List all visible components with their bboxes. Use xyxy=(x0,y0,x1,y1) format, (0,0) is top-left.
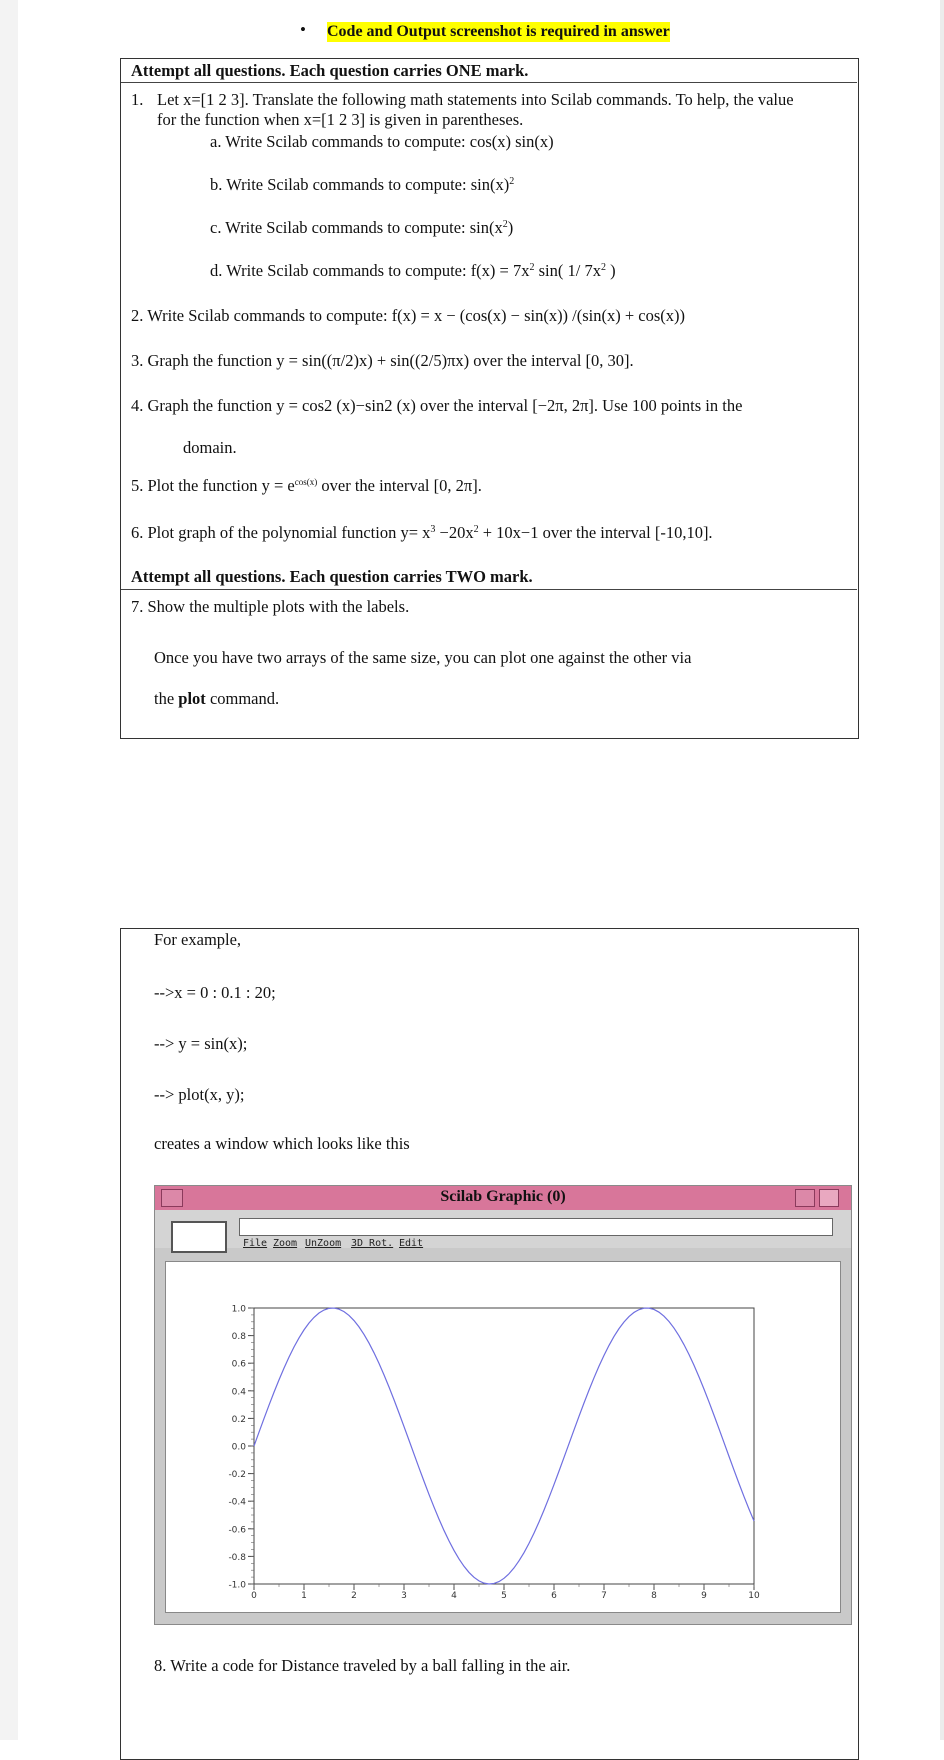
menu-3d-rot[interactable]: 3D Rot. xyxy=(351,1238,394,1249)
x-tick-label: 5 xyxy=(501,1591,507,1601)
x-tick-label: 4 xyxy=(451,1591,457,1601)
menu-edit[interactable]: Edit xyxy=(399,1238,424,1249)
q4-line2: domain. xyxy=(183,438,237,457)
toolbar-box xyxy=(171,1221,227,1253)
q7-para-line1: Once you have two arrays of the same size, you can plot one against the other via xyxy=(154,648,692,667)
x-tick-label: 6 xyxy=(551,1591,557,1601)
x-tick-label: 9 xyxy=(701,1591,707,1601)
header-bullet: • xyxy=(300,20,306,39)
example-cmd-3: --> plot(x, y); xyxy=(154,1085,245,1104)
q3: 3. Graph the function y = sin((π/2)x) + sin((2/5)πx) over the interval [0, 30]. xyxy=(131,351,634,370)
sine-series-line xyxy=(254,1308,754,1584)
y-tick-label: -1.0 xyxy=(228,1580,246,1591)
y-tick-label: 0.6 xyxy=(231,1359,246,1370)
plot-area xyxy=(165,1261,841,1613)
menu-unzoom[interactable]: UnZoom xyxy=(305,1238,342,1249)
page-edge-shadow xyxy=(0,0,18,1740)
y-tick-label: 0.0 xyxy=(231,1442,246,1453)
minimize-icon[interactable] xyxy=(795,1189,815,1207)
y-tick-label: 0.8 xyxy=(231,1332,246,1343)
x-tick-label: 10 xyxy=(748,1591,760,1601)
q7-para-line2: the plot command. xyxy=(154,689,280,708)
q1-part-b: b. Write Scilab commands to compute: $\sin(x)^2$ xyxy=(210,175,515,194)
q1-part-d: d. Write Scilab commands to compute: $f(x) = 7x^2$ sin( 1/ $7x^2$ ) xyxy=(210,261,616,280)
scilab-graphic-window xyxy=(154,1185,852,1625)
y-tick-label: -0.8 xyxy=(228,1552,246,1563)
example-intro: For example, xyxy=(154,930,242,949)
x-tick-label: 3 xyxy=(401,1591,407,1601)
section2-heading: Attempt all questions. Each question carries TWO mark. xyxy=(131,567,533,586)
q1-part-a: a. Write Scilab commands to compute: cos(x) sin(x) xyxy=(210,132,554,151)
section1-heading: Attempt all questions. Each question carries ONE mark. xyxy=(131,61,529,80)
maximize-icon[interactable] xyxy=(819,1189,839,1207)
divider xyxy=(121,589,857,590)
q1-part-c: c. Write Scilab commands to compute: $\sin(x^2)$ xyxy=(210,218,514,237)
x-tick-label: 8 xyxy=(651,1591,657,1601)
q7: 7. Show the multiple plots with the labels. xyxy=(131,597,410,616)
x-tick-label: 2 xyxy=(351,1591,357,1601)
menu-file[interactable]: File xyxy=(243,1238,268,1249)
plot-frame xyxy=(254,1308,754,1584)
status-field xyxy=(239,1218,833,1236)
y-tick-label: -0.4 xyxy=(228,1497,246,1508)
y-tick-label: 0.4 xyxy=(231,1387,246,1398)
example-cmd-2: --> y = sin(x); xyxy=(154,1034,248,1053)
q4-line1: 4. Graph the function y = cos2 (x)−sin2 (x) over the interval [−2π, 2π]. Use 100 points in the xyxy=(131,396,743,415)
q2: 2. Write Scilab commands to compute: f(x) = x − (cos(x) − sin(x)) /(sin(x) + cos(x)) xyxy=(131,306,686,325)
example-cmd-1: -->x = 0 : 0.1 : 20; xyxy=(154,983,276,1002)
menu-zoom[interactable]: Zoom xyxy=(273,1238,298,1249)
page-edge-shadow-right xyxy=(940,0,944,1740)
y-tick-label: 0.2 xyxy=(231,1414,246,1425)
q5: 5. Plot the function $y = e^{cos(x)}$ over the interval [0, 2π]. xyxy=(131,476,482,495)
header-note: Code and Output screenshot is required in answer xyxy=(327,23,670,40)
window-titlebar xyxy=(155,1186,851,1211)
q1-line1: Let x=[1 2 3]. Translate the following math statements into Scilab commands. To help, the value xyxy=(157,90,794,109)
x-tick-label: 0 xyxy=(251,1591,257,1601)
q1-line2: for the function when x=[1 2 3] is given in parentheses. xyxy=(157,110,524,129)
y-tick-label: 1.0 xyxy=(231,1304,246,1315)
y-tick-label: -0.2 xyxy=(228,1470,246,1481)
divider xyxy=(121,82,857,83)
window-title: Scilab Graphic (0) xyxy=(440,1188,566,1205)
sine-chart xyxy=(166,1262,840,1612)
q6: 6. Plot graph of the polynomial function $y= x^3 -20x^2 + 10x-1$ over the interval [-10,10]. xyxy=(131,523,713,542)
q1-number: 1. xyxy=(131,90,144,109)
x-tick-label: 1 xyxy=(301,1591,307,1601)
y-tick-label: -0.6 xyxy=(228,1525,246,1536)
q8: 8. Write a code for Distance traveled by a ball falling in the air. xyxy=(154,1656,571,1675)
example-caption: creates a window which looks like this xyxy=(154,1134,410,1153)
x-tick-label: 7 xyxy=(601,1591,607,1601)
